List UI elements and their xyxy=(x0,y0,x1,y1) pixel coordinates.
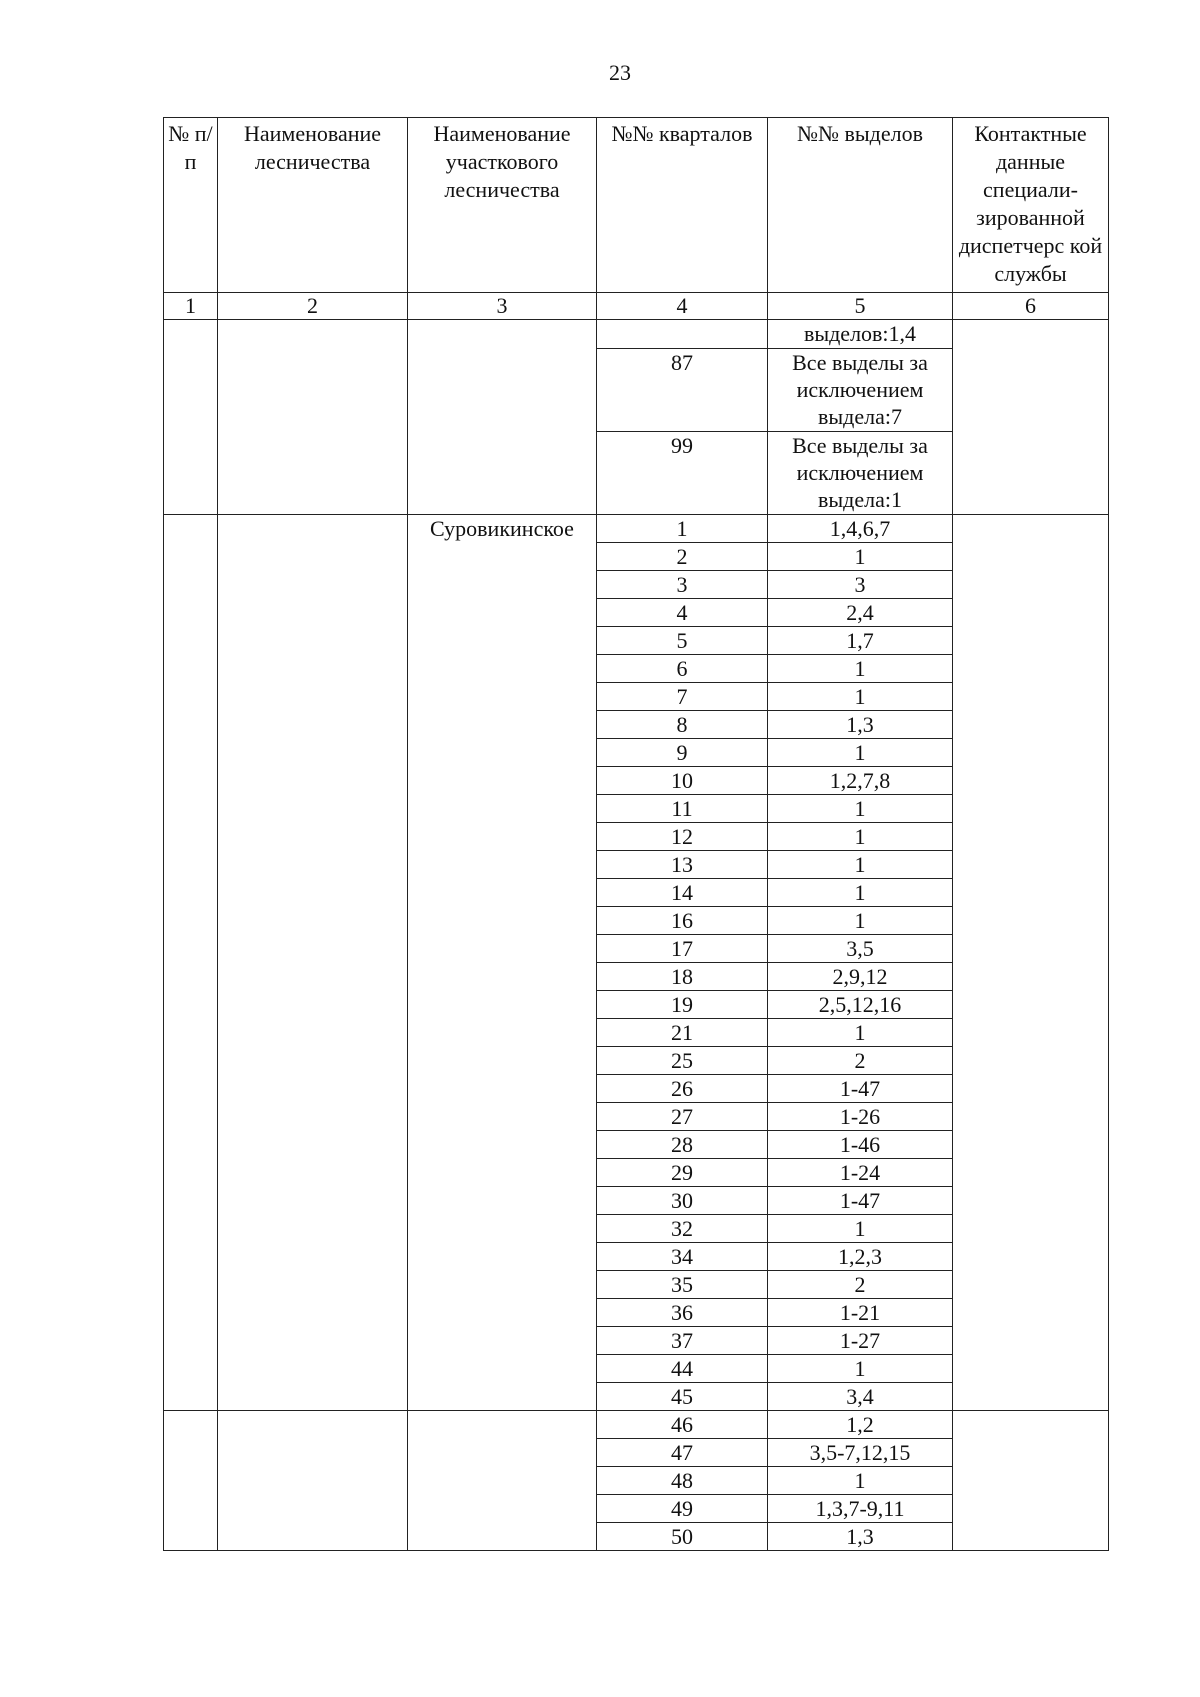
kvartal-cell: 48 xyxy=(597,1467,768,1495)
kvartal-cell: 17 xyxy=(597,935,768,963)
vydel-cell: 1 xyxy=(768,543,953,571)
kvartal-cell: 5 xyxy=(597,627,768,655)
vydel-cell: 3,5-7,12,15 xyxy=(768,1439,953,1467)
table-row xyxy=(164,320,1109,349)
vydel-cell: 1 xyxy=(768,1215,953,1243)
vydel-cell: 1 xyxy=(768,879,953,907)
empty-cell xyxy=(164,320,218,515)
header-cell: Наименование участкового лесничества xyxy=(408,118,597,293)
kvartal-cell: 16 xyxy=(597,907,768,935)
kvartal-cell: 10 xyxy=(597,767,768,795)
empty-cell xyxy=(953,320,1109,515)
vydel-cell: 1 xyxy=(768,1467,953,1495)
vydel-cell: 1 xyxy=(768,683,953,711)
vydel-cell: 1,2,7,8 xyxy=(768,767,953,795)
kvartal-cell: 47 xyxy=(597,1439,768,1467)
kvartal-cell: 21 xyxy=(597,1019,768,1047)
vydel-cell: выделов:1,4 xyxy=(768,320,953,349)
kvartal-cell: 27 xyxy=(597,1103,768,1131)
vydel-cell: 1-21 xyxy=(768,1299,953,1327)
vydel-cell: 1,2 xyxy=(768,1411,953,1439)
vydel-cell: 3,5 xyxy=(768,935,953,963)
kvartal-cell: 8 xyxy=(597,711,768,739)
header-cell: №№ кварталов xyxy=(597,118,768,293)
page-number: 23 xyxy=(609,60,631,85)
empty-cell xyxy=(218,515,408,1411)
vydel-cell: 2,4 xyxy=(768,599,953,627)
kvartal-cell: 87 xyxy=(597,349,768,432)
kvartal-cell xyxy=(597,320,768,349)
kvartal-cell: 3 xyxy=(597,571,768,599)
vydel-cell: 1 xyxy=(768,1355,953,1383)
kvartal-cell: 14 xyxy=(597,879,768,907)
vydel-cell: 1-24 xyxy=(768,1159,953,1187)
vydel-cell: 1,2,3 xyxy=(768,1243,953,1271)
kvartal-cell: 4 xyxy=(597,599,768,627)
vydel-cell: 1 xyxy=(768,851,953,879)
vydel-cell: 1 xyxy=(768,739,953,767)
vydel-cell: 1,3 xyxy=(768,1523,953,1551)
vydel-cell: 1,4,6,7 xyxy=(768,515,953,543)
column-number: 6 xyxy=(953,293,1109,320)
column-number: 3 xyxy=(408,293,597,320)
kvartal-cell: 32 xyxy=(597,1215,768,1243)
vydel-cell: 2 xyxy=(768,1271,953,1299)
vydel-cell: 2,5,12,16 xyxy=(768,991,953,1019)
column-number: 2 xyxy=(218,293,408,320)
header-cell: №№ выделов xyxy=(768,118,953,293)
kvartal-cell: 6 xyxy=(597,655,768,683)
vydel-cell: 1-47 xyxy=(768,1075,953,1103)
empty-cell xyxy=(953,1411,1109,1551)
kvartal-cell: 25 xyxy=(597,1047,768,1075)
kvartal-cell: 26 xyxy=(597,1075,768,1103)
header-cell: № п/п xyxy=(164,118,218,293)
uchastok-name: Суровикинское xyxy=(408,515,597,1411)
kvartal-cell: 35 xyxy=(597,1271,768,1299)
forest-table-container xyxy=(163,117,1108,1551)
kvartal-cell: 49 xyxy=(597,1495,768,1523)
empty-cell xyxy=(953,515,1109,1411)
header-cell: Контактные данные специали-зированной диспетчерс кой службы xyxy=(953,118,1109,293)
kvartal-cell: 18 xyxy=(597,963,768,991)
empty-cell xyxy=(164,515,218,1411)
table-row xyxy=(164,1411,1109,1439)
vydel-cell: 1 xyxy=(768,1019,953,1047)
vydel-cell: 1-47 xyxy=(768,1187,953,1215)
vydel-cell: 2,9,12 xyxy=(768,963,953,991)
vydel-cell: 1,3 xyxy=(768,711,953,739)
vydel-cell: Все выделы за исключением выдела:1 xyxy=(768,432,953,515)
vydel-cell: 1 xyxy=(768,795,953,823)
empty-cell xyxy=(218,1411,408,1551)
header-cell: Наименование лесничества xyxy=(218,118,408,293)
vydel-cell: 2 xyxy=(768,1047,953,1075)
kvartal-cell: 30 xyxy=(597,1187,768,1215)
vydel-cell: 1,7 xyxy=(768,627,953,655)
vydel-cell: 3 xyxy=(768,571,953,599)
kvartal-cell: 36 xyxy=(597,1299,768,1327)
column-number: 1 xyxy=(164,293,218,320)
empty-cell xyxy=(408,1411,597,1551)
vydel-cell: 1,3,7-9,11 xyxy=(768,1495,953,1523)
kvartal-cell: 29 xyxy=(597,1159,768,1187)
kvartal-cell: 34 xyxy=(597,1243,768,1271)
kvartal-cell: 99 xyxy=(597,432,768,515)
kvartal-cell: 19 xyxy=(597,991,768,1019)
vydel-cell: Все выделы за исключением выдела:7 xyxy=(768,349,953,432)
empty-cell xyxy=(408,320,597,515)
empty-cell xyxy=(218,320,408,515)
column-number-row xyxy=(164,293,1109,320)
kvartal-cell: 2 xyxy=(597,543,768,571)
table-row xyxy=(164,515,1109,543)
column-number: 5 xyxy=(768,293,953,320)
header-row xyxy=(164,118,1109,293)
kvartal-cell: 7 xyxy=(597,683,768,711)
kvartal-cell: 28 xyxy=(597,1131,768,1159)
vydel-cell: 1-26 xyxy=(768,1103,953,1131)
kvartal-cell: 44 xyxy=(597,1355,768,1383)
column-number: 4 xyxy=(597,293,768,320)
kvartal-cell: 13 xyxy=(597,851,768,879)
kvartal-cell: 37 xyxy=(597,1327,768,1355)
kvartal-cell: 45 xyxy=(597,1383,768,1411)
vydel-cell: 1 xyxy=(768,655,953,683)
kvartal-cell: 1 xyxy=(597,515,768,543)
kvartal-cell: 50 xyxy=(597,1523,768,1551)
vydel-cell: 1-27 xyxy=(768,1327,953,1355)
forest-quarters-table xyxy=(163,117,1109,1551)
kvartal-cell: 9 xyxy=(597,739,768,767)
vydel-cell: 3,4 xyxy=(768,1383,953,1411)
vydel-cell: 1 xyxy=(768,907,953,935)
vydel-cell: 1 xyxy=(768,823,953,851)
kvartal-cell: 46 xyxy=(597,1411,768,1439)
vydel-cell: 1-46 xyxy=(768,1131,953,1159)
empty-cell xyxy=(164,1411,218,1551)
kvartal-cell: 12 xyxy=(597,823,768,851)
kvartal-cell: 11 xyxy=(597,795,768,823)
